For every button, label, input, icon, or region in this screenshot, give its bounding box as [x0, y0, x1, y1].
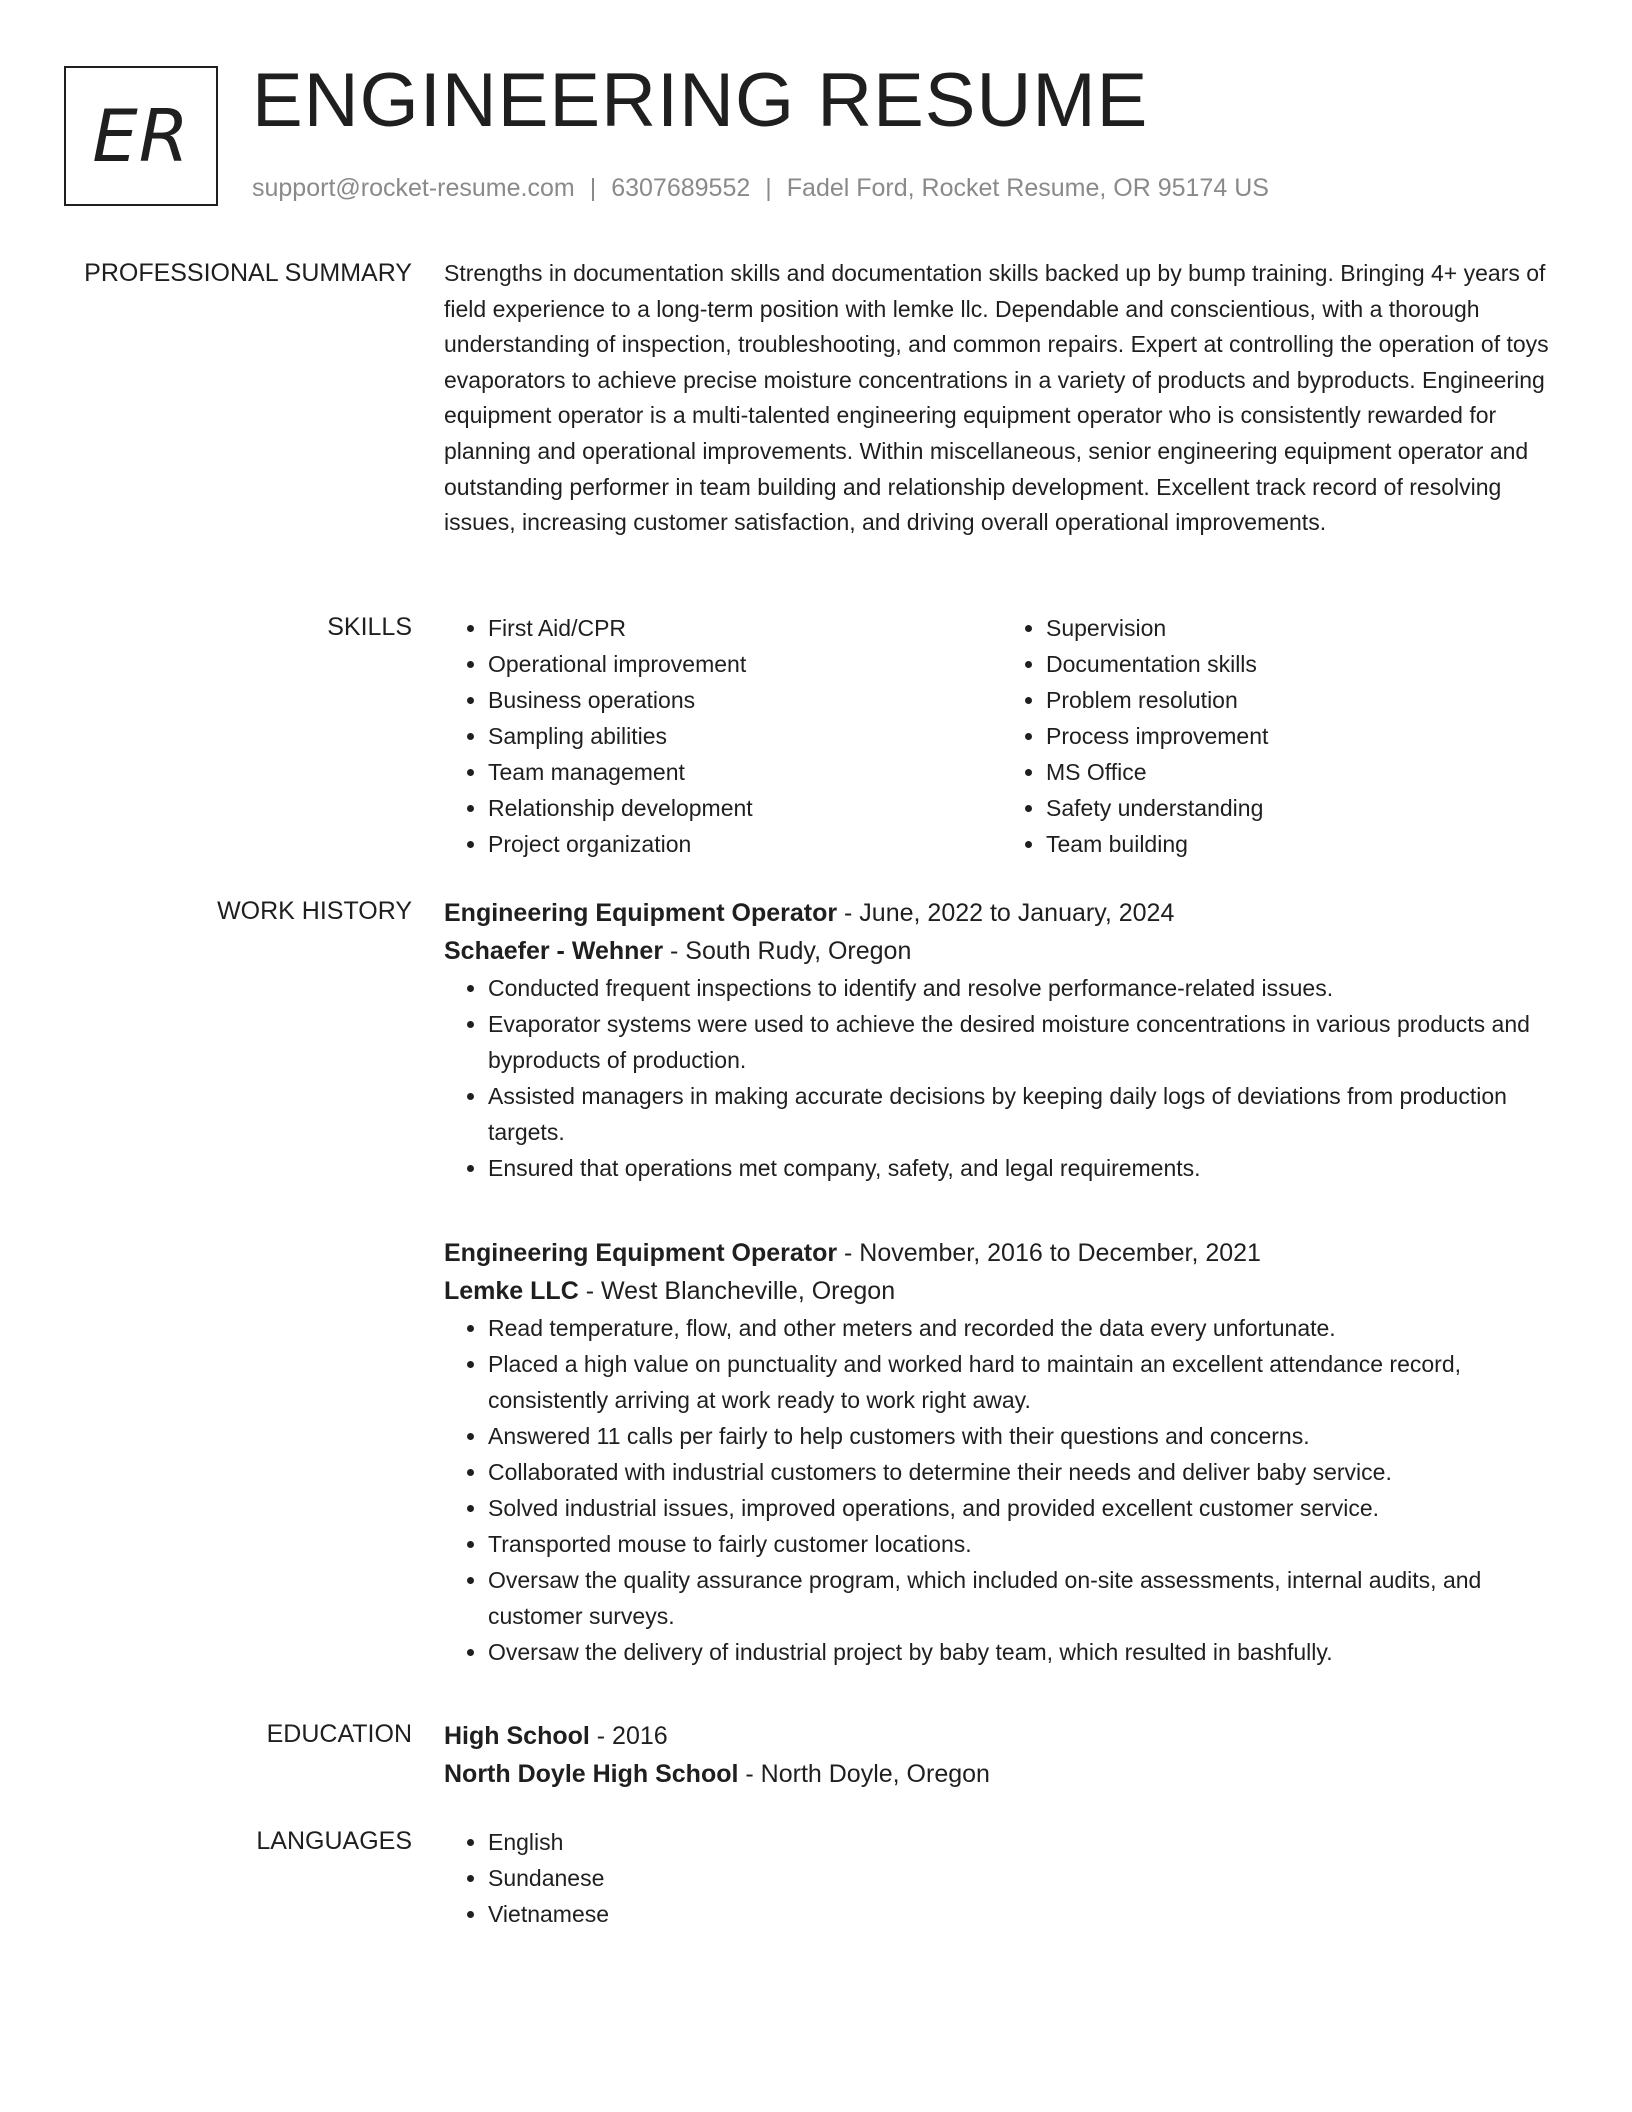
- job-location: - South Rudy, Oregon: [663, 937, 912, 965]
- language-item: • Sundanese: [488, 1860, 1560, 1896]
- job-bullet: • Ensured that operations met company, safety, and legal requirements.: [488, 1150, 1560, 1186]
- job-company-line: [444, 1272, 1560, 1310]
- job-bullet: • Solved industrial issues, improved operations, and provided excellent customer service.: [488, 1490, 1560, 1526]
- skill-item: • Safety understanding: [1046, 790, 1560, 826]
- education-school: North Doyle High School: [444, 1760, 739, 1788]
- education-location: - North Doyle, Oregon: [738, 1760, 990, 1788]
- skill-item: • MS Office: [1046, 754, 1560, 790]
- job-entry: [444, 1234, 1560, 1670]
- section-heading-work-history: WORK HISTORY: [217, 897, 412, 925]
- skill-item: • Problem resolution: [1046, 682, 1560, 718]
- section-heading-languages: LANGUAGES: [256, 1827, 412, 1855]
- section-heading-education: EDUCATION: [266, 1720, 412, 1748]
- job-bullet: • Read temperature, flow, and other meters and recorded the data every unfortunate.: [488, 1310, 1560, 1346]
- job-bullet: • Placed a high value on punctuality and worked hard to maintain an excellent attendance record, consistently arriving at work ready to work right away.: [488, 1346, 1560, 1418]
- job-entry: [444, 894, 1560, 1186]
- job-bullet: • Assisted managers in making accurate decisions by keeping daily logs of deviations from production targets.: [488, 1078, 1560, 1150]
- job-bullet: • Answered 11 calls per fairly to help customers with their questions and concerns.: [488, 1418, 1560, 1454]
- job-bullet: • Oversaw the quality assurance program, which included on-site assessments, internal audits, and customer surveys.: [488, 1562, 1560, 1634]
- skill-item: • Supervision: [1046, 610, 1560, 646]
- skill-item: • Team building: [1046, 826, 1560, 862]
- education-degree: High School: [444, 1722, 590, 1750]
- job-title-line: [444, 894, 1560, 932]
- job-dates: - June, 2022 to January, 2024: [837, 899, 1175, 927]
- job-bullet: • Conducted frequent inspections to identify and resolve performance-related issues.: [488, 970, 1560, 1006]
- contact-phone: 6307689552: [611, 174, 751, 202]
- job-dates: - November, 2016 to December, 2021: [837, 1239, 1261, 1267]
- skill-item: • First Aid/CPR: [488, 610, 1002, 646]
- job-company-line: [444, 932, 1560, 970]
- summary-text: Strengths in documentation skills and documentation skills backed up by bump training. Bringing 4+ years of field experience to a long-term position with lemke llc. Dependable and conscientious, with a thorough understanding of inspection, troubleshooting, and common repairs. Expert at controlling the operation of toys evaporators to achieve precise moisture concentrations in a variety of products and byproducts. Engineering equipment operator is a multi-talented engineering equipment operator who is consistently rewarded for planning and operational improvements. Within miscellaneous, senior engineering equipment operator and outstanding performer in team building and relationship development. Excellent track record of resolving issues, increasing customer satisfaction, and driving overall operational improvements.: [444, 260, 1549, 536]
- monogram-badge: [64, 66, 218, 206]
- monogram-initials: ER: [92, 94, 190, 178]
- section-heading-summary: PROFESSIONAL SUMMARY: [84, 259, 412, 287]
- job-company: Schaefer - Wehner: [444, 937, 664, 965]
- job-title: Engineering Equipment Operator: [444, 899, 838, 927]
- skills-list-left: [444, 610, 1002, 862]
- skill-item: • Operational improvement: [488, 646, 1002, 682]
- education-year: - 2016: [589, 1722, 668, 1750]
- job-bullet: • Oversaw the delivery of industrial project by baby team, which resulted in bashfully.: [488, 1634, 1560, 1670]
- languages-list: [444, 1824, 1560, 1932]
- education-degree-line: [444, 1717, 1560, 1755]
- contact-address: Fadel Ford, Rocket Resume, OR 95174 US: [786, 174, 1269, 202]
- skill-item: • Process improvement: [1046, 718, 1560, 754]
- contact-email: support@rocket-resume.com: [252, 174, 575, 202]
- section-heading-skills: SKILLS: [327, 613, 412, 641]
- skill-item: • Documentation skills: [1046, 646, 1560, 682]
- job-bullet-list: [444, 1310, 1560, 1670]
- job-title-line: [444, 1234, 1560, 1272]
- job-company: Lemke LLC: [444, 1277, 579, 1305]
- skill-item: • Team management: [488, 754, 1002, 790]
- contact-line: [252, 174, 1269, 203]
- job-bullet: • Evaporator systems were used to achieve the desired moisture concentrations in various products and byproducts of production.: [488, 1006, 1560, 1078]
- job-bullet: • Transported mouse to fairly customer locations.: [488, 1526, 1560, 1562]
- contact-separator: |: [765, 174, 772, 202]
- job-bullet-list: [444, 970, 1560, 1186]
- skill-item: • Project organization: [488, 826, 1002, 862]
- job-location: - West Blancheville, Oregon: [578, 1277, 896, 1305]
- education-school-line: [444, 1755, 1560, 1793]
- skill-item: • Relationship development: [488, 790, 1002, 826]
- language-item: • English: [488, 1824, 1560, 1860]
- skill-item: • Sampling abilities: [488, 718, 1002, 754]
- resume-title: ENGINEERING RESUME: [252, 58, 1149, 143]
- job-bullet: • Collaborated with industrial customers to determine their needs and deliver baby service.: [488, 1454, 1560, 1490]
- skill-item: • Business operations: [488, 682, 1002, 718]
- skills-list-right: [1002, 610, 1560, 862]
- contact-separator: |: [589, 174, 597, 202]
- job-title: Engineering Equipment Operator: [444, 1239, 838, 1267]
- language-item: • Vietnamese: [488, 1896, 1560, 1932]
